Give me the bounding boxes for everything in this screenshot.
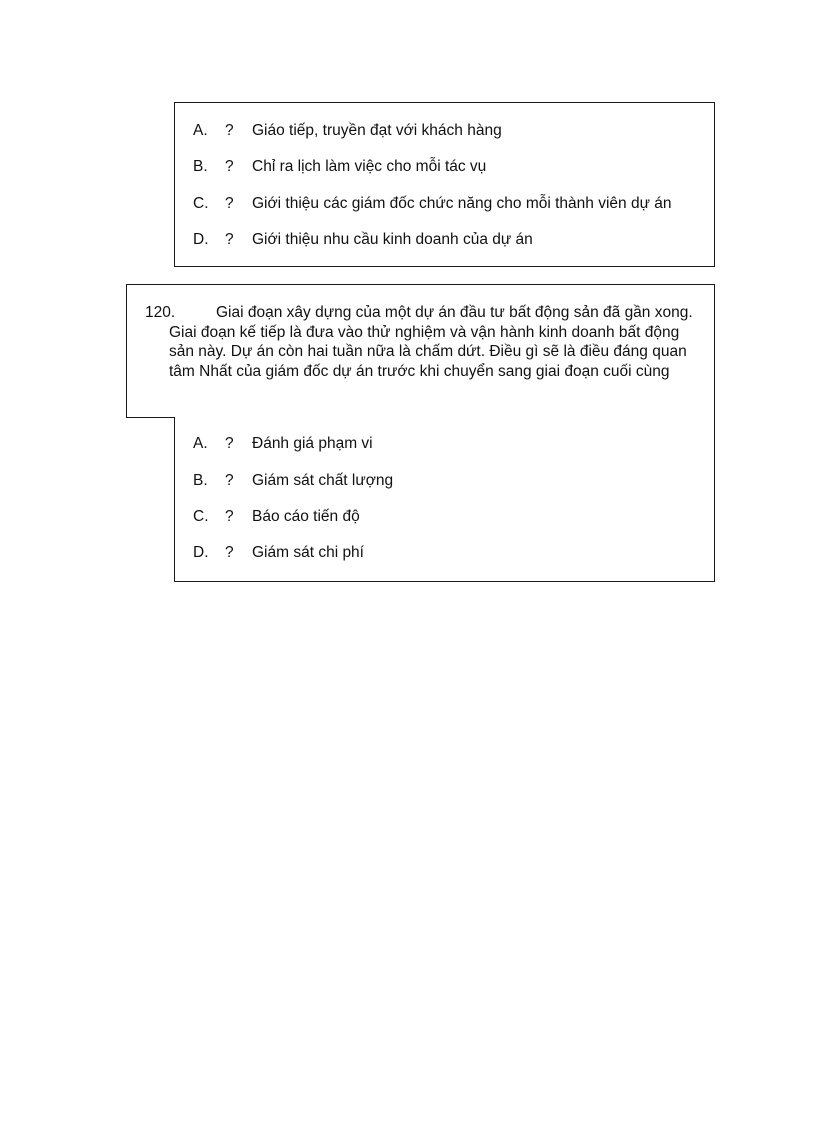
option-letter: A.: [193, 122, 208, 139]
option-letter: A.: [193, 435, 208, 452]
question-text: Giai đoạn xây dựng của một dự án đầu tư bất động sản đã gần xong. Giai đoạn kế tiếp là đưa vào thử nghiệm và vận hành kinh doanh bất động sản này. Dự án còn hai tuần nữa là chấm dứt. Điều gì sẽ là điều đáng quan tâm Nhất của giám đốc dự án trước khi chuyển sang giai đoạn cuối cùng: [169, 304, 693, 380]
option-text: Giáo tiếp, truyền đạt với khách hàng: [252, 122, 502, 139]
option-letter: B.: [193, 472, 208, 489]
option-letter: C.: [193, 195, 209, 212]
option-text: Giới thiệu các giám đốc chức năng cho mỗi thành viên dự án: [252, 195, 672, 212]
option-letter: D.: [193, 231, 209, 248]
option-text: Giám sát chi phí: [252, 544, 364, 561]
option-marker: ?: [225, 195, 234, 212]
option-text: Chỉ ra lịch làm việc cho mỗi tác vụ: [252, 158, 487, 175]
option-marker: ?: [225, 435, 234, 452]
option-text: Đánh giá phạm vi: [252, 435, 373, 452]
question-number: 120.: [145, 304, 176, 321]
option-marker: ?: [225, 158, 234, 175]
options-box-previous-question: [174, 102, 715, 267]
option-marker: ?: [225, 122, 234, 139]
option-text: Giới thiệu nhu cầu kinh doanh của dự án: [252, 231, 533, 248]
option-letter: D.: [193, 544, 209, 561]
option-text: Báo cáo tiến độ: [252, 508, 360, 525]
option-text: Giám sát chất lượng: [252, 472, 394, 489]
question-box-120: [126, 284, 715, 418]
option-letter: B.: [193, 158, 208, 175]
option-marker: ?: [225, 508, 234, 525]
option-marker: ?: [225, 231, 234, 248]
option-marker: ?: [225, 544, 234, 561]
option-marker: ?: [225, 472, 234, 489]
options-box-question-120: [174, 417, 715, 582]
option-letter: C.: [193, 508, 209, 525]
